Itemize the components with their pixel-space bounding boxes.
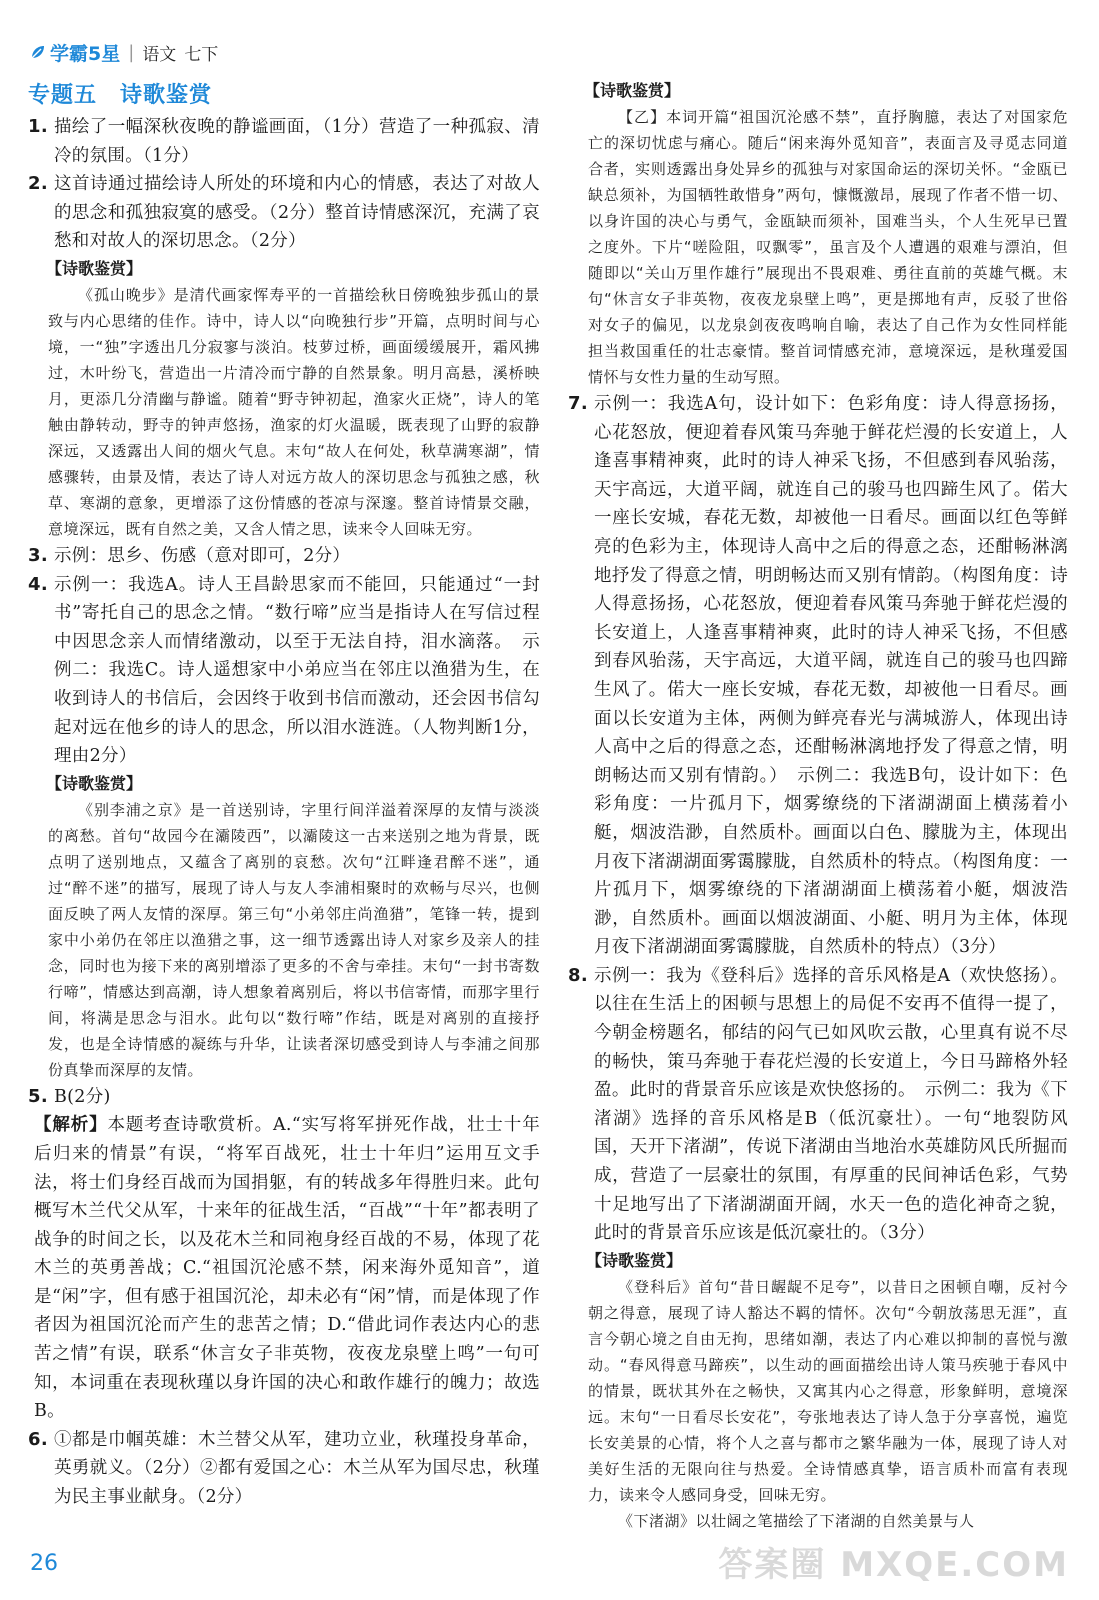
item-number: 7. bbox=[568, 393, 588, 414]
leaf-icon bbox=[30, 44, 46, 60]
item-text: ①都是巾帼英雄：木兰替父从军，建功立业，秋瑾投身革命，英勇就义。（2分）②都有爱国之心：木兰从军为国尽忠，秋瑾为民主事业献身。（2分） bbox=[54, 1429, 540, 1508]
item-text: 示例一：我选A句，设计如下：色彩角度：诗人得意扬扬，心花怒放，便迎着春风策马奔驰于鲜花烂漫的长安道上，人逢喜事精神爽，此时的诗人神采飞扬，不但感到春风骀荡，天宇高远，大道平阔，就连自己的骏马也四蹄生风了。偌大一座长安城，春花无数，却被他一日看尽。画面以红色等鲜亮的色彩为主，体现诗人高中之后的得意之态，还酣畅淋漓地抒发了得意之情，明朗畅达而又别有情韵。（构图角度：诗人得意扬扬，心花怒放，便迎着春风策马奔驰于鲜花烂漫的长安道上，人逢喜事精神爽，此时的诗人神采飞扬，不但感到春风骀荡，天宇高远，大道平阔，就连自己的骏马也四蹄生风了。偌大一座长安城，春花无数，却被他一日看尽。画面以长安道为主体，两侧为鲜亮春光与满城游人，体现出诗人高中之后的得意之态，还酣畅淋漓地抒发了得意之情，明朗畅达而又别有情韵。） 示例二：我选B句，设计如下：色彩角度：一片孤月下，烟雾缭绕的下渚湖湖面上横荡着小艇，烟波浩渺，自然质朴。画面以白色、朦胧为主，体现出月夜下渚湖湖面雾霭朦胧，自然质朴的特点。（构图角度：一片孤月下，烟雾缭绕的下渚湖湖面上横荡着小艇，烟波浩渺，自然质朴。画面以烟波湖面、小艇、明月为主体，体现月夜下渚湖湖面雾霭朦胧，自然质朴的特点）（3分） bbox=[594, 394, 1068, 958]
item-text: 示例：思乡、伤感（意对即可，2分） bbox=[54, 545, 351, 566]
answer-item-4 bbox=[28, 571, 540, 771]
appreciation-text: 《别李浦之京》是一首送别诗，字里行间洋溢着深厚的友情与淡淡的离愁。首句“故园今在灞陵西”，以灞陵这一古来送别之地为背景，既点明了送别地点，又蕴含了离别的哀愁。次句“江畔逢君醉不迷”，通过“醉不迷”的描写，展现了诗人与友人李浦相聚时的欢畅与尽兴，也侧面反映了两人友情的深厚。第三句“小弟邻庄尚渔猎”，笔锋一转，提到家中小弟仍在邻庄以渔猎之事，这一细节透露出诗人对家乡及亲人的挂念，同时也为接下来的离别增添了更多的不舍与牵挂。末句“一封书寄数行啼”，情感达到高潮，诗人想象着离别后，将以书信寄情，而那字里行间，将满是思念与泪水。此句以“数行啼”作结，既是对离别的直接抒发，也是全诗情感的凝练与升华，让读者深切感受到诗人与李浦之间那份真挚而深厚的友情。 bbox=[48, 800, 540, 1079]
analysis-label: 【解析】 bbox=[34, 1115, 108, 1136]
watermark: 答案圈 MXQE.COM bbox=[718, 1545, 1069, 1585]
appreciation-heading: 【诗歌鉴赏】 bbox=[586, 1250, 683, 1270]
answer-item-2 bbox=[28, 170, 540, 256]
item-text: 示例一：我为《登科后》选择的音乐风格是A（欢快悠扬）。以往在生活上的困顿与思想上的局促不安再不值得一提了，今朝金榜题名，郁结的闷气已如风吹云散，心里真有说不尽的畅快，策马奔驰于春花烂漫的长安道上，今日马蹄格外轻盈。此时的背景音乐应该是欢快悠扬的。 示例二：我为《下渚湖》选择的音乐风格是B（低沉豪壮）。一句“地裂防风国，天开下渚湖”，传说下渚湖由当地治水英雄防风氏所掘而成，营造了一层豪壮的氛围，有厚重的民间神话色彩，气势十足地写出了下渚湖湖面开阔，水天一色的造化神奇之貌，此时的背景音乐应该是低沉豪壮的。（3分） bbox=[594, 965, 1068, 1244]
appreciation-text: 《登科后》首句“昔日龌龊不足夸”，以昔日之困顿自嘲，反衬今朝之得意，展现了诗人豁达不羁的情怀。次句“今朝放荡思无涯”，直言今朝心境之自由无拘，思绪如潮，表达了内心难以抑制的喜悦与激动。“春风得意马蹄疾”，以生动的画面描绘出诗人策马疾驰于春风中的情景，既状其外在之畅快，又寓其内心之得意，形象鲜明，意境深远。末句“一日看尽长安花”，夸张地表达了诗人急于分享喜悦，遍览长安美景的心情，将个人之喜与都市之繁华融为一体，展现了诗人对美好生活的无限向往与热爱。全诗情感真挚，语言质朴而富有表现力，读来令人感同身受，回味无穷。 bbox=[588, 1277, 1068, 1504]
item-number: 5. bbox=[28, 1085, 48, 1107]
answer-item-1 bbox=[28, 113, 540, 170]
answer-item-3 bbox=[28, 542, 540, 571]
analysis-text bbox=[34, 1111, 540, 1426]
right-column bbox=[568, 78, 1068, 1534]
appreciation-text: 《孤山晚步》是清代画家恽寿平的一首描绘秋日傍晚独步孤山的景致与内心思绪的佳作。诗中，诗人以“向晚独行步”开篇，点明时间与心境，一“独”字透出几分寂寥与淡泊。枝萝过桥，画面缓缓展开，霜风拂过，木叶纷飞，营造出一片清冷而宁静的自然景象。明月高悬，溪桥映月，更添几分清幽与静谧。随着“野寺钟初起，渔家火正烧”，诗人的笔触由静转动，野寺的钟声悠扬，渔家的灯火温暖，既表现了山野的寂静深远，又透露出人间的烟火气息。末句“故人在何处，秋草满寒湖”，情感骤转，由景及情，表达了诗人对远方故人的深切思念与孤独之感，秋草、寒湖的意象，更增添了这份情感的苍凉与深邃。整首诗情景交融，意境深远，既有自然之美，又含人情之思，读来令人回味无穷。 bbox=[48, 285, 540, 538]
answer-item-5 bbox=[28, 1083, 540, 1112]
analysis-body: 本题考查诗歌赏析。A.“实写将军拼死作战，壮士十年后归来的情景”有误，“将军百战死，壮士十年归”运用互文手法，将士们身经百战而为国捐躯，有的转战多年得胜归来。此句概写木兰代父从军，十来年的征战生活，“百战”“十年”都表明了战争的时间之长，以及花木兰和同袍身经百战的不易，体现了花木兰的英勇善战；C.“祖国沉沦感不禁，闲来海外觅知音”，道是“闲”字，但有感于祖国沉沦，却未必有“闲”情，而是体现了作者因为祖国沉沦而产生的悲苦之情；D.“借此词作表达内心的悲苦之情”有误，联系“休言女子非英物，夜夜龙泉壁上鸣”一句可知，本词重在表现秋瑾以身许国的决心和敢作雄行的魄力；故选B。 bbox=[34, 1115, 540, 1422]
analysis-block bbox=[28, 1111, 540, 1426]
header-divider: | bbox=[128, 41, 135, 63]
page-header bbox=[30, 38, 218, 66]
item-number: 6. bbox=[28, 1428, 48, 1450]
brand-name: 学霸5星 bbox=[50, 42, 121, 65]
subject-label: 语文 bbox=[142, 44, 177, 65]
item-number: 1. bbox=[28, 116, 48, 137]
answer-item-6 bbox=[28, 1426, 540, 1512]
answer-item-7 bbox=[568, 390, 1068, 962]
appreciation-heading: 【诗歌鉴赏】 bbox=[46, 258, 143, 278]
page-number: 26 bbox=[30, 1551, 58, 1576]
left-column bbox=[28, 78, 540, 1512]
grade-label: 七下 bbox=[184, 44, 219, 65]
appreciation-heading: 【诗歌鉴赏】 bbox=[584, 81, 681, 100]
item-number: 3. bbox=[28, 544, 48, 566]
appreciation-text: 【乙】本词开篇“祖国沉沦感不禁”，直抒胸臆，表达了对国家危亡的深切忧虑与痛心。随后“闲来海外觅知音”，表面言及寻觅志同道合者，实则透露出身处异乡的孤独与对家国命运的深切关怀。“金瓯已缺总须补，为国牺牲敢惜身”两句，慷慨激昂，展现了作者不惜一切、以身许国的决心与勇气，金瓯缺而须补，国难当头，个人生死早已置之度外。下片“嗟险阻，叹飘零”，虽言及个人遭遇的艰难与漂泊，但随即以“关山万里作雄行”展现出不畏艰难、勇往直前的英雄气概。末句“休言女子非英物，夜夜龙泉壁上鸣”，更是掷地有声，反驳了世俗对女子的偏见，以龙泉剑夜夜鸣响自喻，表达了自己作为女性同样能担当救国重任的壮志豪情。整首词情感充沛，意境深远，是秋瑾爱国情怀与女性力量的生动写照。 bbox=[588, 108, 1068, 386]
item-number: 4. bbox=[28, 573, 48, 595]
item-number: 2. bbox=[28, 173, 48, 195]
item-text: B(2分) bbox=[54, 1086, 111, 1107]
answer-item-8 bbox=[568, 962, 1068, 1248]
item-text: 这首诗通过描绘诗人所处的环境和内心的情感，表达了对故人的思念和孤独寂寞的感受。（2分）整首诗情感深沉，充满了哀愁和对故人的深切思念。（2分） bbox=[54, 174, 540, 252]
appreciation-heading: 【诗歌鉴赏】 bbox=[46, 773, 143, 793]
item-text: 描绘了一幅深秋夜晚的静谧画面，（1分）营造了一种孤寂、清冷的氛围。（1分） bbox=[54, 117, 540, 166]
brand-logo bbox=[30, 39, 120, 66]
item-number: 8. bbox=[568, 964, 588, 986]
appreciation-text-continued: 《下渚湖》以壮阔之笔描绘了下渚湖的自然美景与人 bbox=[618, 1511, 975, 1530]
item-text: 示例一：我选A。诗人王昌龄思家而不能回，只能通过“一封书”寄托自己的思念之情。“数行啼”应当是指诗人在写信过程中因思念亲人而情绪激动，以至于无法自持，泪水滴落。 示例二：我选C。诗人遥想家中小弟应当在邻庄以渔猎为生，在收到诗人的书信后，会因终于收到书信而激动，还会因书信勾起对远在他乡的诗人的思念，所以泪水涟涟。（人物判断1分，理由2分） bbox=[54, 574, 540, 767]
topic-title: 专题五 诗歌鉴赏 bbox=[28, 83, 213, 108]
